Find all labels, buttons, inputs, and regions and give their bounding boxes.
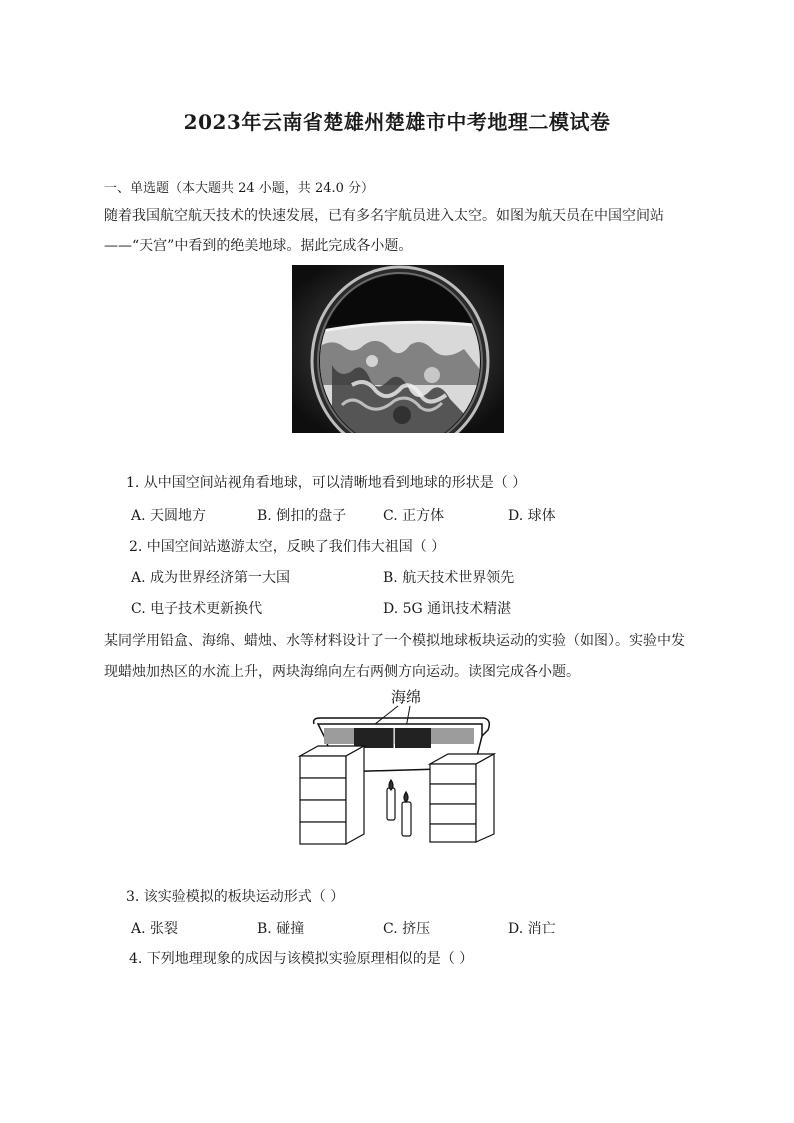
question-1: 1. 从中国空间站视角看地球，可以清晰地看到地球的形状是（ ） [126, 475, 527, 491]
passage1-line1: 随着我国航空航天技术的快速发展，已有多名宇航员进入太空。如图为航天员在中国空间站 [104, 208, 664, 224]
q2-option-b[interactable]: B. 航天技术世界领先 [383, 570, 515, 586]
question-3: 3. 该实验模拟的板块运动形式（ ） [126, 889, 345, 905]
section-header: 一、单选题（本大题共 24 小题，共 24.0 分） [104, 181, 375, 196]
passage1-line2: ——“天宫”中看到的绝美地球。据此完成各小题。 [104, 238, 413, 254]
experiment-diagram [296, 684, 502, 846]
q2-option-a[interactable]: A. 成为世界经济第一大国 [131, 570, 291, 586]
question-2: 2. 中国空间站遨游太空，反映了我们伟大祖国（ ） [129, 539, 446, 555]
q3-option-c[interactable]: C. 挤压 [383, 921, 431, 937]
page-title: 2023年云南省楚雄州楚雄市中考地理二模试卷 [183, 110, 611, 134]
passage2-line2: 现蜡烛加热区的水流上升，两块海绵向左右两侧方向运动。读图完成各小题。 [104, 664, 580, 680]
q3-option-a[interactable]: A. 张裂 [131, 921, 179, 937]
q1-option-a[interactable]: A. 天圆地方 [131, 508, 207, 524]
q1-option-b[interactable]: B. 倒扣的盘子 [257, 508, 347, 524]
sponge-label: 海绵 [390, 688, 422, 706]
q3-option-d[interactable]: D. 消亡 [508, 921, 556, 937]
question-4: 4. 下列地理现象的成因与该模拟实验原理相似的是（ ） [129, 951, 474, 967]
q2-option-d[interactable]: D. 5G 通讯技术精湛 [383, 601, 512, 617]
q3-option-b[interactable]: B. 碰撞 [257, 921, 305, 937]
q2-option-c[interactable]: C. 电子技术更新换代 [131, 601, 263, 617]
q1-option-c[interactable]: C. 正方体 [383, 508, 445, 524]
passage2-line1: 某同学用铅盒、海绵、蜡烛、水等材料设计了一个模拟地球板块运动的实验（如图）。实验中发 [104, 633, 685, 649]
q1-option-d[interactable]: D. 球体 [508, 508, 556, 524]
earth-window-photo [292, 265, 504, 433]
